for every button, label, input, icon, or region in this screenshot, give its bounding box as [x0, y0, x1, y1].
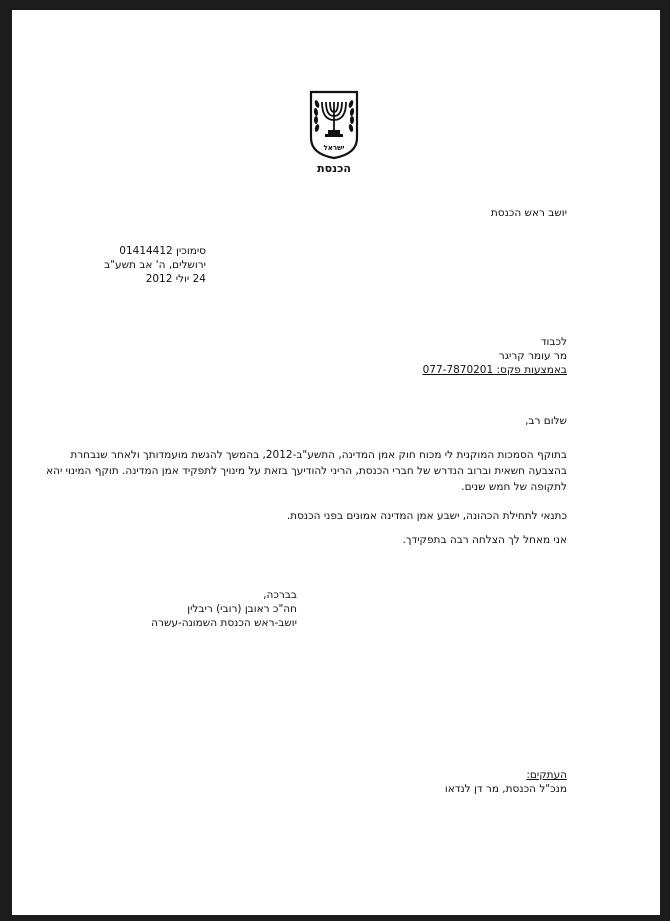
gregorian-date: 24 יולי 2012	[145, 273, 206, 285]
body-paragraph-3: אני מאחל לך הצלחה רבה בתפקידך.	[402, 534, 567, 546]
copies-entry: מנכ"ל הכנסת, מר דן לנדאו	[444, 783, 567, 795]
hebrew-date: ירושלים, ה' אב תשע"ב	[104, 259, 206, 271]
reference-block	[26, 244, 206, 286]
greeting: שלום רב,	[525, 415, 567, 427]
knesset-emblem-icon	[308, 90, 360, 160]
recipient-name: מר עומר קריגר	[498, 350, 567, 362]
salutation: לכבוד	[540, 336, 567, 348]
body-paragraph-1: בתוקף הסמכות המוקנית לי מכוח חוק אמן המדינה, התשע"ב-2012, בהמשך להגשת מועמדותך ולאחר שנבחרת בהצבעה חשאית וברוב הנדרש של חברי הכנסת, הריני להודיעך בזאת על מינויך לתפקיד אמן המדינה. תוקף המינוי יהא לתקופה של חמש שנים.	[46, 449, 567, 493]
signatory-name: חה"כ ראובן (רובי) ריבלין	[187, 603, 297, 615]
signature-block	[151, 588, 297, 630]
body-paragraph-2: כתנאי לתחילת הכהונה, ישבע אמן המדינה אמונים בפני הכנסת.	[286, 510, 567, 522]
recipient-block	[423, 335, 567, 377]
org-name: הכנסת	[317, 162, 351, 175]
letter-page	[12, 10, 660, 915]
office-title: יושב ראש הכנסת	[490, 207, 567, 219]
closing: בברכה,	[263, 589, 297, 601]
fax-line: באמצעות פקס: 077-7870201	[422, 364, 567, 376]
signatory-title: יושב-ראש הכנסת השמונה-עשרה	[151, 617, 297, 629]
copies-label: העתקים:	[526, 769, 567, 781]
reference-code: סימוכין 01414412	[119, 245, 206, 257]
copies-block	[445, 768, 567, 796]
emblem-caption: ישראל	[323, 144, 345, 152]
